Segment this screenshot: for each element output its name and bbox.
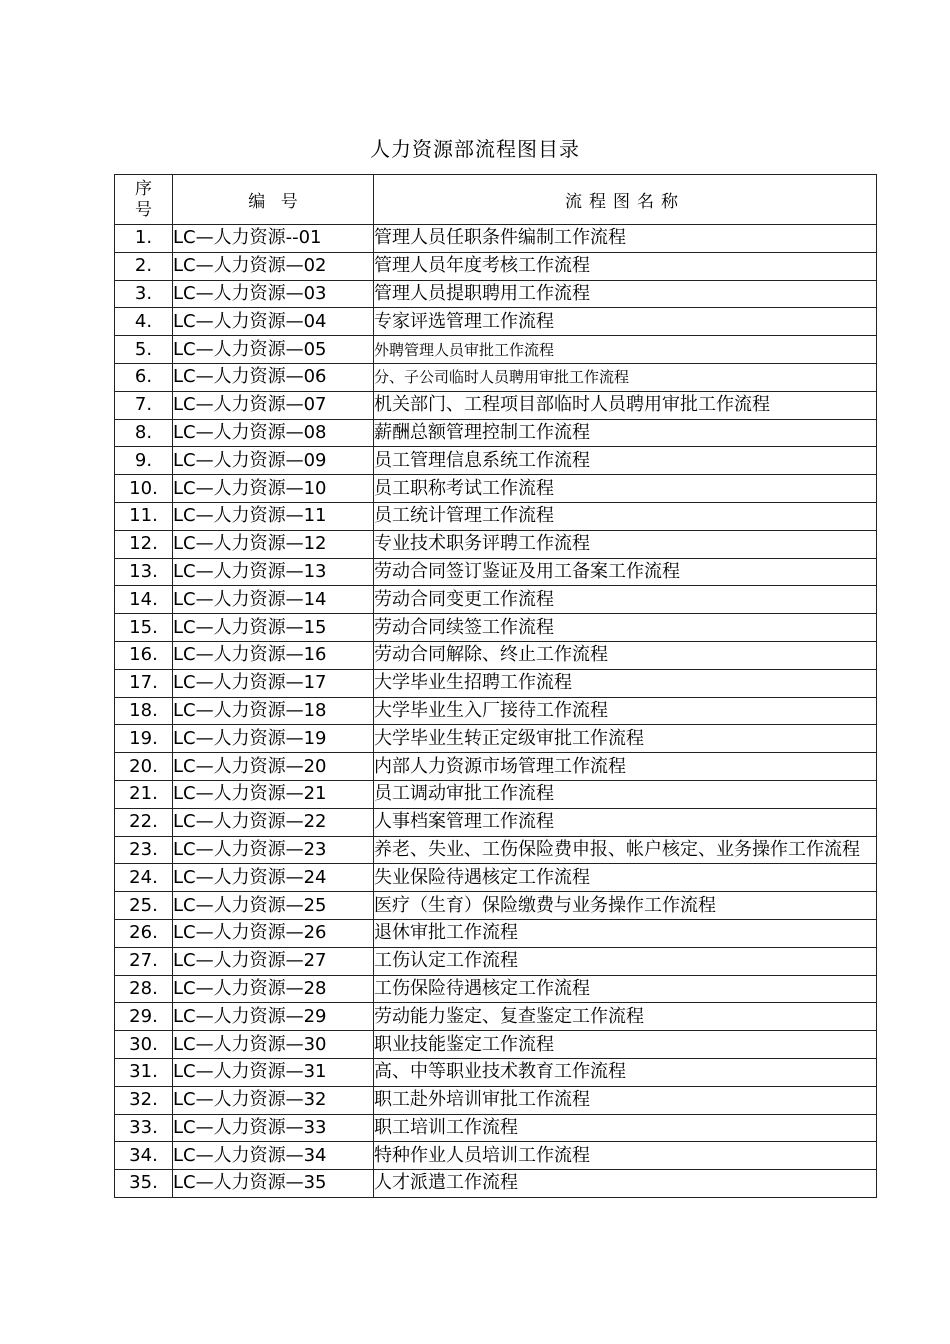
row-code: LC—人力资源—17 bbox=[173, 669, 374, 697]
row-seq: 18. bbox=[115, 697, 173, 725]
table-row bbox=[115, 864, 877, 892]
row-process-name: 管理人员提职聘用工作流程 bbox=[374, 280, 877, 308]
row-seq: 12. bbox=[115, 530, 173, 558]
row-process-name: 分、子公司临时人员聘用审批工作流程 bbox=[374, 363, 877, 391]
row-code: LC—人力资源—34 bbox=[173, 1142, 374, 1170]
row-code: LC—人力资源—10 bbox=[173, 475, 374, 503]
row-process-name: 内部人力资源市场管理工作流程 bbox=[374, 753, 877, 781]
row-code: LC—人力资源—08 bbox=[173, 419, 374, 447]
table-row bbox=[115, 586, 877, 614]
row-seq: 2. bbox=[115, 252, 173, 280]
row-code: LC—人力资源—11 bbox=[173, 502, 374, 530]
header-seq-line2: 号 bbox=[135, 199, 152, 220]
row-code: LC—人力资源—07 bbox=[173, 391, 374, 419]
row-seq: 7. bbox=[115, 391, 173, 419]
table-row bbox=[115, 1114, 877, 1142]
row-seq: 30. bbox=[115, 1031, 173, 1059]
table-row bbox=[115, 530, 877, 558]
table-row bbox=[115, 725, 877, 753]
row-seq: 24. bbox=[115, 864, 173, 892]
row-seq: 35. bbox=[115, 1170, 173, 1198]
table-row bbox=[115, 1058, 877, 1086]
row-process-name: 员工管理信息系统工作流程 bbox=[374, 447, 877, 475]
table-row bbox=[115, 1170, 877, 1198]
table-row bbox=[115, 975, 877, 1003]
row-code: LC—人力资源—29 bbox=[173, 1003, 374, 1031]
row-process-name: 专家评选管理工作流程 bbox=[374, 308, 877, 336]
row-code: LC—人力资源—25 bbox=[173, 892, 374, 920]
row-seq: 13. bbox=[115, 558, 173, 586]
page-title: 人力资源部流程图目录 bbox=[370, 137, 580, 161]
table-row bbox=[115, 558, 877, 586]
row-code: LC—人力资源—23 bbox=[173, 836, 374, 864]
row-process-name: 劳动能力鉴定、复查鉴定工作流程 bbox=[374, 1003, 877, 1031]
row-process-name: 劳动合同续签工作流程 bbox=[374, 614, 877, 642]
header-seq-line1: 序 bbox=[135, 178, 152, 199]
table-row bbox=[115, 252, 877, 280]
row-process-name: 工伤认定工作流程 bbox=[374, 947, 877, 975]
row-seq: 21. bbox=[115, 780, 173, 808]
table-row bbox=[115, 447, 877, 475]
row-process-name: 员工调动审批工作流程 bbox=[374, 780, 877, 808]
table-row bbox=[115, 892, 877, 920]
row-seq: 33. bbox=[115, 1114, 173, 1142]
table-row bbox=[115, 363, 877, 391]
row-seq: 6. bbox=[115, 363, 173, 391]
row-process-name: 特种作业人员培训工作流程 bbox=[374, 1142, 877, 1170]
header-seq bbox=[115, 175, 173, 225]
row-code: LC—人力资源—03 bbox=[173, 280, 374, 308]
table-row bbox=[115, 808, 877, 836]
row-process-name: 管理人员任职条件编制工作流程 bbox=[374, 225, 877, 253]
row-process-name: 员工统计管理工作流程 bbox=[374, 502, 877, 530]
row-process-name: 养老、失业、工伤保险费申报、帐户核定、业务操作工作流程 bbox=[374, 836, 877, 864]
row-process-name: 人才派遣工作流程 bbox=[374, 1170, 877, 1198]
header-name bbox=[374, 175, 877, 225]
row-code: LC—人力资源--01 bbox=[173, 225, 374, 253]
row-process-name: 职工培训工作流程 bbox=[374, 1114, 877, 1142]
table-row bbox=[115, 780, 877, 808]
row-process-name: 失业保险待遇核定工作流程 bbox=[374, 864, 877, 892]
table-row bbox=[115, 1003, 877, 1031]
row-code: LC—人力资源—31 bbox=[173, 1058, 374, 1086]
row-seq: 26. bbox=[115, 919, 173, 947]
row-process-name: 劳动合同解除、终止工作流程 bbox=[374, 641, 877, 669]
table-row bbox=[115, 614, 877, 642]
row-seq: 19. bbox=[115, 725, 173, 753]
row-process-name: 劳动合同签订鉴证及用工备案工作流程 bbox=[374, 558, 877, 586]
row-code: LC—人力资源—06 bbox=[173, 363, 374, 391]
row-process-name: 员工职称考试工作流程 bbox=[374, 475, 877, 503]
row-seq: 28. bbox=[115, 975, 173, 1003]
row-code: LC—人力资源—15 bbox=[173, 614, 374, 642]
row-seq: 3. bbox=[115, 280, 173, 308]
row-seq: 22. bbox=[115, 808, 173, 836]
row-seq: 20. bbox=[115, 753, 173, 781]
row-code: LC—人力资源—18 bbox=[173, 697, 374, 725]
row-seq: 31. bbox=[115, 1058, 173, 1086]
row-seq: 8. bbox=[115, 419, 173, 447]
row-code: LC—人力资源—12 bbox=[173, 530, 374, 558]
row-process-name: 工伤保险待遇核定工作流程 bbox=[374, 975, 877, 1003]
row-process-name: 人事档案管理工作流程 bbox=[374, 808, 877, 836]
table-row bbox=[115, 1086, 877, 1114]
table-row bbox=[115, 308, 877, 336]
row-code: LC—人力资源—05 bbox=[173, 336, 374, 364]
row-process-name: 大学毕业生招聘工作流程 bbox=[374, 669, 877, 697]
row-code: LC—人力资源—28 bbox=[173, 975, 374, 1003]
row-code: LC—人力资源—24 bbox=[173, 864, 374, 892]
row-process-name: 外聘管理人员审批工作流程 bbox=[374, 336, 877, 364]
row-code: LC—人力资源—22 bbox=[173, 808, 374, 836]
table-row bbox=[115, 697, 877, 725]
table-header-row bbox=[115, 175, 877, 225]
row-code: LC—人力资源—13 bbox=[173, 558, 374, 586]
table-row bbox=[115, 753, 877, 781]
row-seq: 25. bbox=[115, 892, 173, 920]
table-row bbox=[115, 1142, 877, 1170]
row-seq: 10. bbox=[115, 475, 173, 503]
row-seq: 34. bbox=[115, 1142, 173, 1170]
row-seq: 1. bbox=[115, 225, 173, 253]
table-row bbox=[115, 641, 877, 669]
row-code: LC—人力资源—27 bbox=[173, 947, 374, 975]
row-code: LC—人力资源—14 bbox=[173, 586, 374, 614]
row-process-name: 专业技术职务评聘工作流程 bbox=[374, 530, 877, 558]
row-process-name: 职工赴外培训审批工作流程 bbox=[374, 1086, 877, 1114]
row-process-name: 大学毕业生转正定级审批工作流程 bbox=[374, 725, 877, 753]
table-row bbox=[115, 391, 877, 419]
row-process-name: 机关部门、工程项目部临时人员聘用审批工作流程 bbox=[374, 391, 877, 419]
row-process-name: 退休审批工作流程 bbox=[374, 919, 877, 947]
table-row bbox=[115, 280, 877, 308]
header-code bbox=[173, 175, 374, 225]
row-code: LC—人力资源—35 bbox=[173, 1170, 374, 1198]
row-seq: 5. bbox=[115, 336, 173, 364]
table-row bbox=[115, 836, 877, 864]
table-row bbox=[115, 336, 877, 364]
header-code-label: 编 号 bbox=[248, 192, 298, 212]
row-seq: 17. bbox=[115, 669, 173, 697]
row-seq: 11. bbox=[115, 502, 173, 530]
table-row bbox=[115, 475, 877, 503]
row-code: LC—人力资源—33 bbox=[173, 1114, 374, 1142]
row-process-name: 劳动合同变更工作流程 bbox=[374, 586, 877, 614]
table-row bbox=[115, 1031, 877, 1059]
row-seq: 29. bbox=[115, 1003, 173, 1031]
row-seq: 4. bbox=[115, 308, 173, 336]
row-code: LC—人力资源—16 bbox=[173, 641, 374, 669]
row-seq: 14. bbox=[115, 586, 173, 614]
row-code: LC—人力资源—21 bbox=[173, 780, 374, 808]
row-seq: 9. bbox=[115, 447, 173, 475]
table-row bbox=[115, 225, 877, 253]
row-code: LC—人力资源—32 bbox=[173, 1086, 374, 1114]
row-process-name: 职业技能鉴定工作流程 bbox=[374, 1031, 877, 1059]
header-name-label: 流程图名称 bbox=[565, 192, 685, 212]
row-process-name: 管理人员年度考核工作流程 bbox=[374, 252, 877, 280]
row-seq: 27. bbox=[115, 947, 173, 975]
row-code: LC—人力资源—19 bbox=[173, 725, 374, 753]
row-seq: 15. bbox=[115, 614, 173, 642]
row-seq: 23. bbox=[115, 836, 173, 864]
table-row bbox=[115, 669, 877, 697]
table-row bbox=[115, 947, 877, 975]
row-code: LC—人力资源—02 bbox=[173, 252, 374, 280]
row-process-name: 医疗（生育）保险缴费与业务操作工作流程 bbox=[374, 892, 877, 920]
row-code: LC—人力资源—30 bbox=[173, 1031, 374, 1059]
row-seq: 16. bbox=[115, 641, 173, 669]
table-row bbox=[115, 419, 877, 447]
row-process-name: 高、中等职业技术教育工作流程 bbox=[374, 1058, 877, 1086]
process-catalog-table bbox=[114, 174, 877, 1198]
row-process-name: 大学毕业生入厂接待工作流程 bbox=[374, 697, 877, 725]
table-row bbox=[115, 919, 877, 947]
row-code: LC—人力资源—04 bbox=[173, 308, 374, 336]
table-row bbox=[115, 502, 877, 530]
row-code: LC—人力资源—20 bbox=[173, 753, 374, 781]
row-code: LC—人力资源—26 bbox=[173, 919, 374, 947]
table-body bbox=[115, 225, 877, 1198]
row-seq: 32. bbox=[115, 1086, 173, 1114]
row-code: LC—人力资源—09 bbox=[173, 447, 374, 475]
row-process-name: 薪酬总额管理控制工作流程 bbox=[374, 419, 877, 447]
